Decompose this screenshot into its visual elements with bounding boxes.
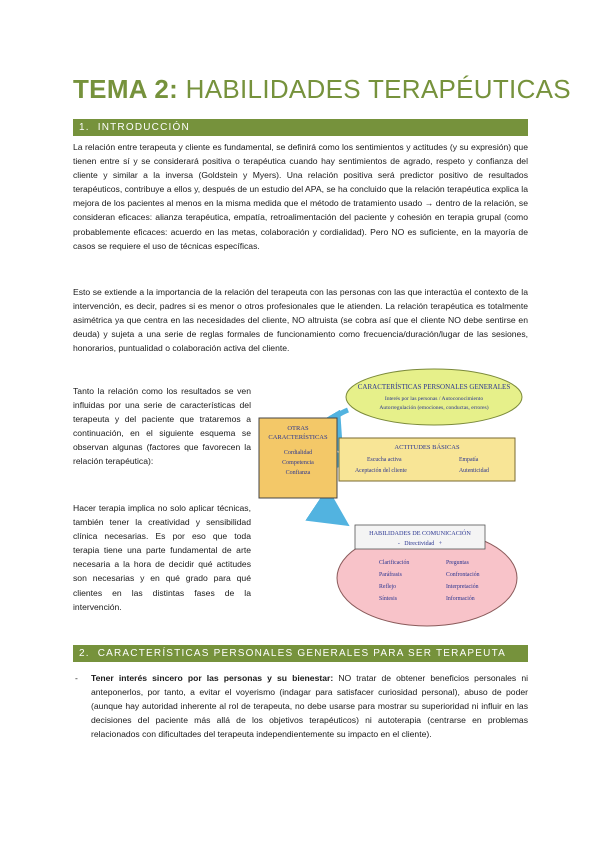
basic-attitudes-title: ACTITUDES BÁSICAS <box>394 444 460 451</box>
personal-characteristics-line1: Interés por las personas / Autoconocimiento <box>384 396 484 402</box>
bullet-interes-sincero <box>73 671 528 741</box>
basic-attitudes-item: Escucha activa <box>367 457 402 463</box>
section-heading-caracteristicas: 2. CARACTERÍSTICAS PERSONALES GENERALES PARA SER TERAPEUTA <box>73 645 528 662</box>
communication-skill-item: Confrontación <box>446 572 480 578</box>
factors-diagram <box>253 365 533 630</box>
basic-attitudes-item: Empatía <box>459 457 479 463</box>
communication-skill-item: Interpretación <box>446 584 479 590</box>
paragraph-arte-terapia: Hacer terapia implica no solo aplicar técnicas, también tener la creatividad y sensibilidad clínica necesarias. Es por eso que toda terapia tiene una parte fundamental de arte necesaria a la hora de decidir qué actitudes son necesarias y en qué grado para qué clientes en las distintas fases de la intervención. <box>73 503 251 612</box>
bullet-lead: Tener interés sincero por las personas y su bienestar: <box>91 673 334 683</box>
communication-skill-item: Preguntas <box>446 560 469 566</box>
communication-skill-item: Clarificación <box>379 560 410 566</box>
other-characteristics-item: Competencia <box>282 460 314 466</box>
communication-skill-item: Información <box>446 596 475 602</box>
communication-skill-item: Reflejo <box>379 584 397 590</box>
paragraph-relacion-terapeutica: La relación entre terapeuta y cliente es fundamental, se definirá como los sentimientos y actitudes (y su expresión) que tienen entre sí y se considerará positiva o terapéutica cuando hay sentimientos de agrado, respeto y confianza del cliente y similar a la inversa (Goldstein y Myers). Una relación positiva será predictor positivo de resultados terapéuticos, contribuye a ellos y, después de un estudio del APA, se ha concluido que la relación terapéutica explica la mejora de los pacientes al menos en la misma medida que el método de tratamiento usado → dentro de la relación, se consideran eficaces: alianza terapéutica, empatía, retroalimentación del paciente y cohesión en terapia grupal (como probablemente eficaces: acuerdo en las metas, colaboración y cordialidad). Pero NO es suficiente, en la mayoría de casos se requiere el uso de técnicas específicas. <box>73 142 528 251</box>
paragraph-relacion-asimetrica: Esto se extiende a la importancia de la relación del terapeuta con las personas con las que interactúa el contexto de la intervención, es decir, padres si es menor o otros profesionales que le atienden. La relación terapéutica es totalmente asimétrica ya que centra en las necesidades del cliente, NO altruista (se cobra así que el cliente NO debe sentirse en deuda) y sujeta a una serie de reglas formales de funcionamiento como frecuencia/duración/lugar de las sesiones, honorarios, puntualidad o colaboración activa del cliente. <box>73 287 528 354</box>
bullet-dash: - <box>75 673 78 683</box>
basic-attitudes-item: Aceptación del cliente <box>355 468 407 474</box>
basic-attitudes-item: Autenticidad <box>459 468 489 474</box>
directivity-scale: - Directividad + <box>397 541 443 547</box>
communication-skill-item: Síntesis <box>379 596 398 602</box>
paragraph-caracteristicas: Tanto la relación como los resultados se ven influidas por una serie de características del terapeuta y del paciente que trataremos a continuación, en el siguiente esquema se observan algunas (factores que favorecen la relación terapéutica): <box>73 386 251 467</box>
personal-characteristics-title: CARACTERÍSTICAS PERSONALES GENERALES <box>357 383 511 391</box>
other-characteristics-item: Cordialidad <box>283 450 313 456</box>
page-title: TEMA 2: HABILIDADES TERAPÉUTICAS <box>73 74 571 104</box>
bullet-text: NO tratar de obtener beneficios personales ni anteponerlos, por tanto, a evitar el voyerismo (indagar para satisfacer curiosidad personal), abuso de poder (aunque hay autoridad inherente al rol de terapeuta, no debe usarse para mostrar su superioridad ni influir en las decisiones del paciente más allá de los objetivos terapéuticos) ni autoterapia (centrarse en problemas relacionados con dificultades del terapeuta independientemente su impacto en el cliente). <box>91 673 529 740</box>
communication-skills-title: HABILIDADES DE COMUNICACIÓN <box>369 530 471 537</box>
other-characteristics-title1: OTRAS <box>287 425 309 432</box>
communication-skill-item: Paráfrasis <box>379 572 402 578</box>
section-heading-introduccion: 1. INTRODUCCIÓN <box>73 119 528 136</box>
personal-characteristics-line2: Autorregulación (emociones, conductas, errores) <box>379 405 489 411</box>
other-characteristics-title2: CARACTERÍSTICAS <box>268 434 328 441</box>
other-characteristics-item: Confianza <box>285 470 311 476</box>
